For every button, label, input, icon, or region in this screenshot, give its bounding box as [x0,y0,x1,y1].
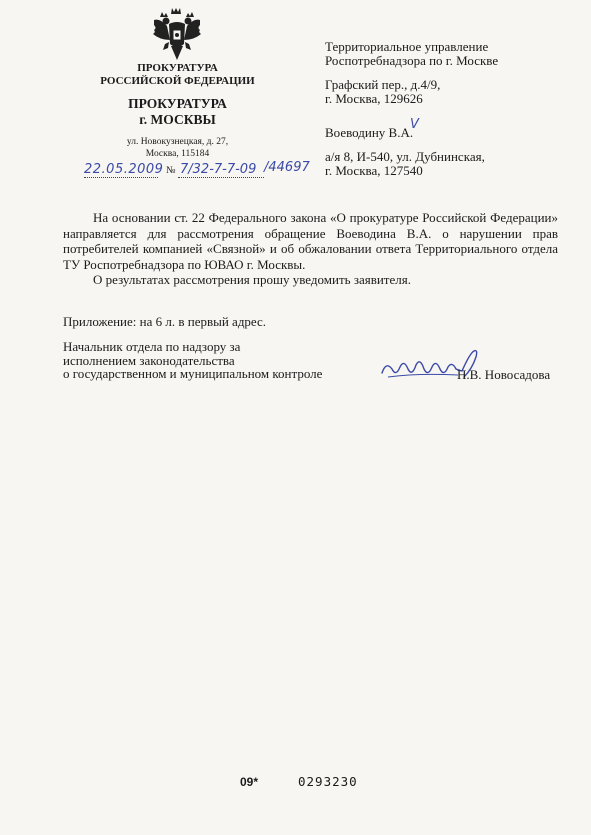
addressee-line-6: а/я 8, И-540, ул. Дубнинская, [325,149,485,164]
form-serial-number: 0293230 [298,774,358,789]
attachment-note: Приложение: на 6 л. в первый адрес. [63,314,267,329]
addressee-line-3: Графский пер., д.4/9, [325,77,441,92]
office-line-1: ПРОКУРАТУРА [128,96,227,111]
sender-address-line-1: ул. Новокузнецкая, д. 27, [126,137,229,147]
double-headed-eagle-emblem-icon [150,6,204,64]
signer-title-line-3: о государственном и муниципальном контроле [63,366,323,381]
letter-body [63,210,558,288]
signer-title-line-1: Начальник отдела по надзору за [63,339,241,354]
office-name [80,96,275,128]
signer-title-line-2: исполнением законодательства [63,352,235,368]
number-sign: № [166,165,176,176]
addressee-block [325,40,575,178]
number-underline [178,177,264,178]
body-paragraph-2: О результатах рассмотрения прошу уведомить заявителя. [93,272,411,287]
handwritten-checkmark: V [410,117,419,132]
sender-address-line-2: Москва, 115184 [145,149,210,159]
sender-address [80,136,275,160]
signer-title [63,340,363,381]
addressee-line-1: Территориальное управление [325,39,489,54]
addressee-line-7: г. Москва, 127540 [325,163,423,178]
addressee-line-4: г. Москва, 129626 [325,91,423,106]
org-line-2: РОССИЙСКОЙ ФЕДЕРАЦИИ [100,75,255,87]
registration-line [84,160,334,186]
incoming-number: /44697 [264,160,310,175]
signer-name: Н.В. Новосадова [457,367,551,382]
organization-name [80,62,275,88]
org-line-1: ПРОКУРАТУРА [137,62,218,74]
registration-number: 7/32-7-7-09 [180,162,257,177]
registration-date: 22.05.2009 [84,162,164,177]
addressee-line-5: Воеводину В.А. [325,125,414,140]
date-underline [84,177,158,178]
addressee-line-2: Роспотребнадзора по г. Москве [325,53,499,68]
body-paragraph-1: На основании ст. 22 Федерального закона «О прокуратуре Российской Федерации» направляется для рассмотрения обращение Воеводина В.А. о нарушении прав потребителей компанией «Связной» и об обжаловании ответа Территориального отдела ТУ Роспотребнадзора по ЮВАО г. Москвы. [63,210,558,272]
office-line-2: г. МОСКВЫ [139,112,216,127]
form-code: 09* [240,775,259,789]
